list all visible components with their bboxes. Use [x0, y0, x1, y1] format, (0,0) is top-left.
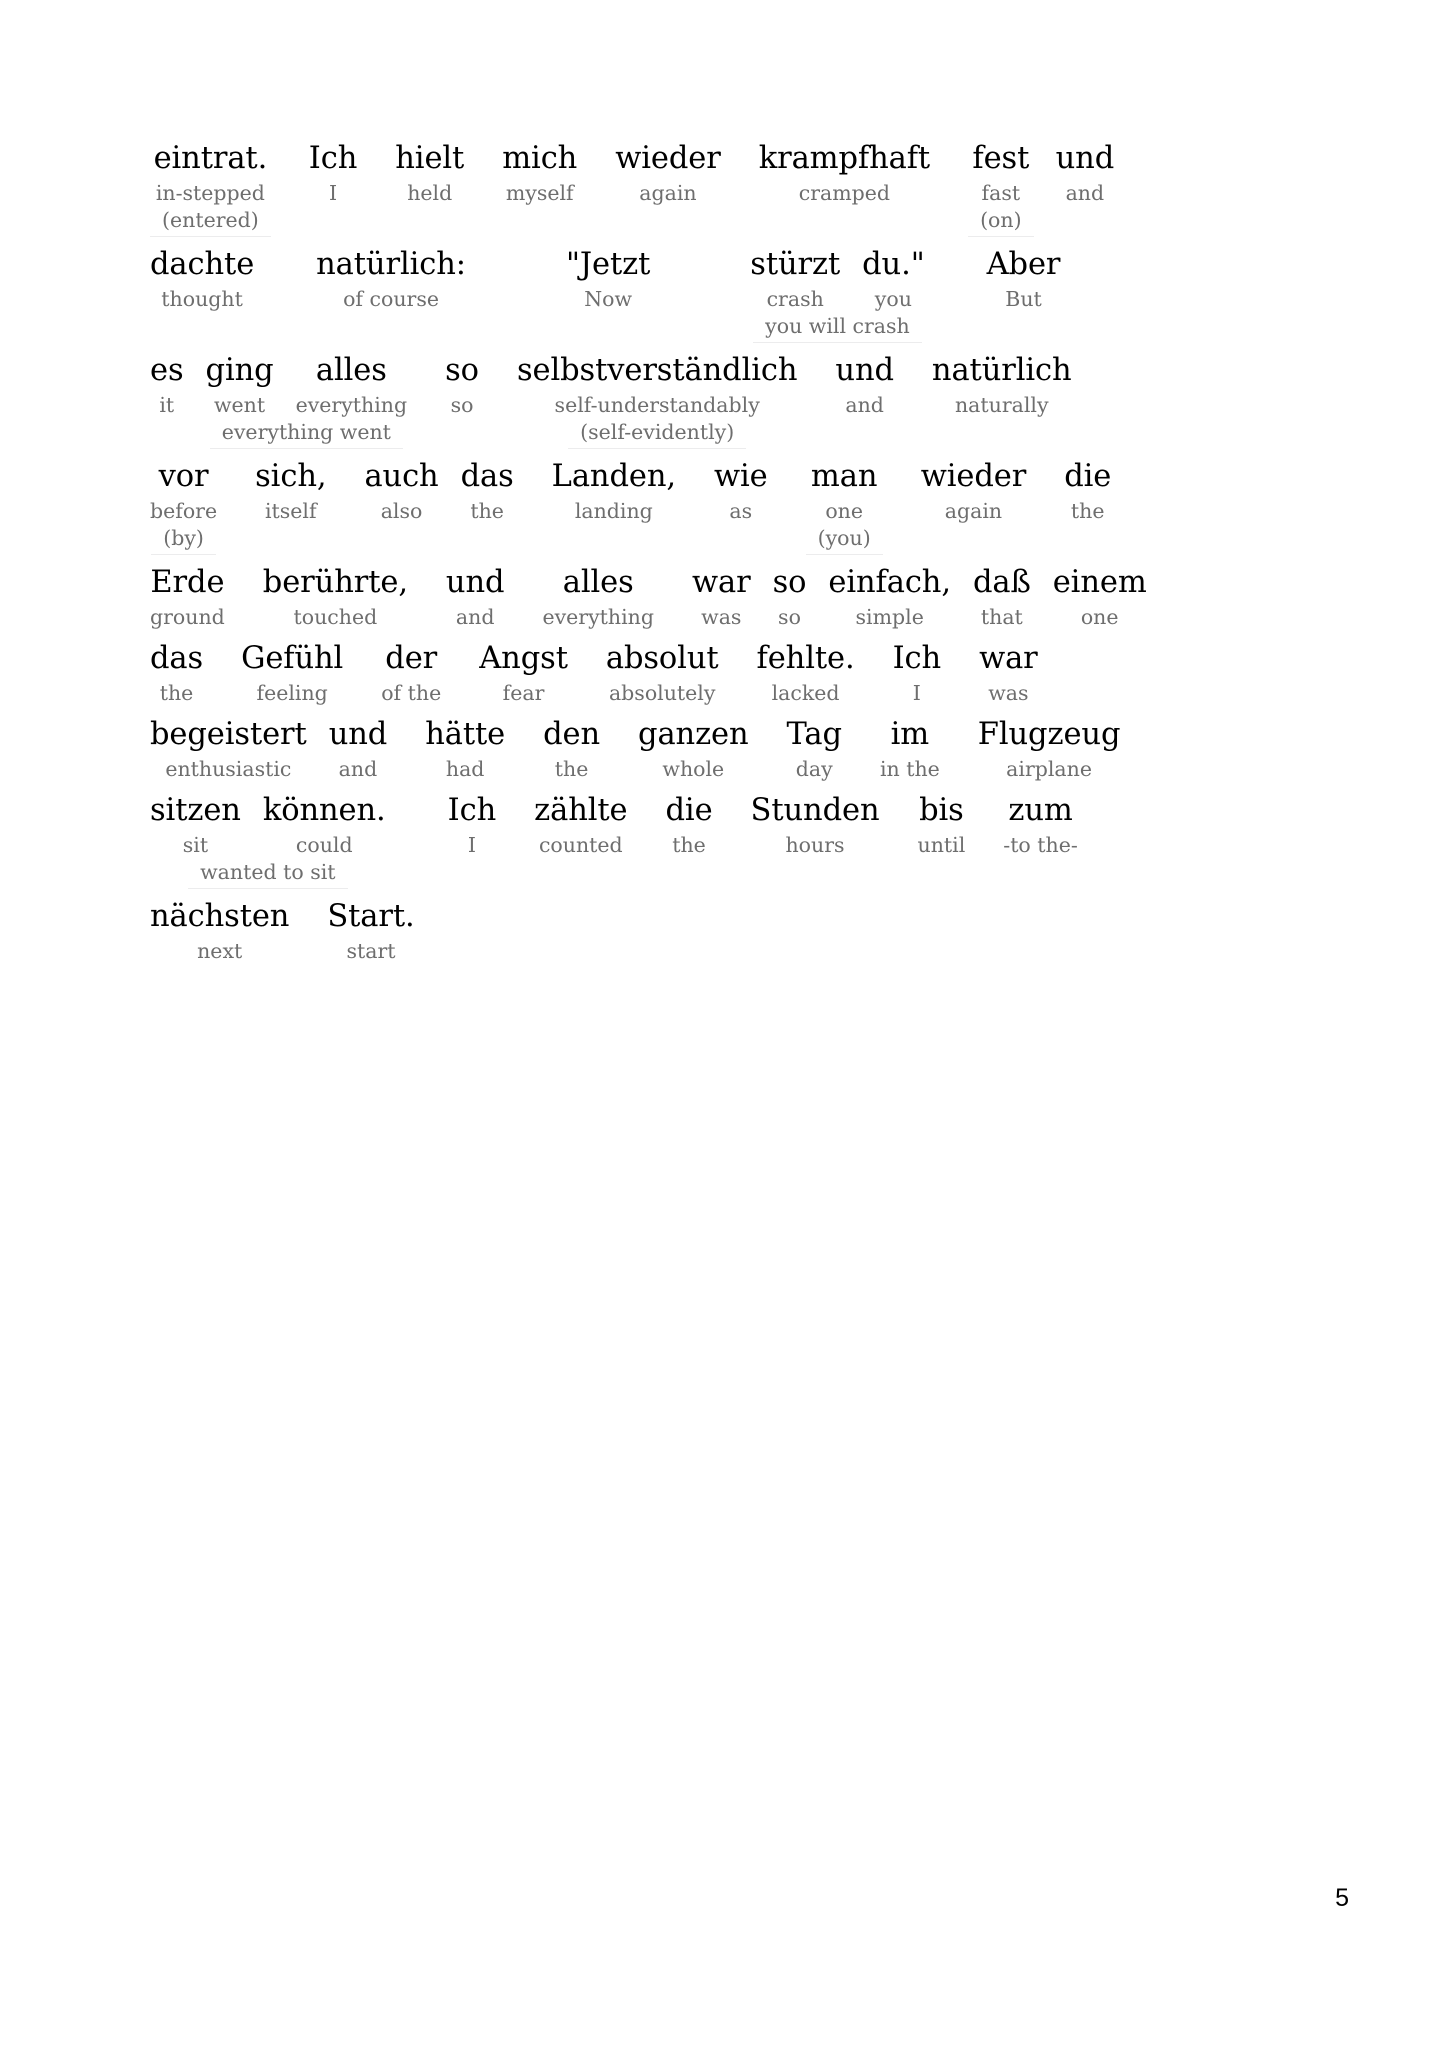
word-cell	[443, 352, 481, 419]
source-word: wie	[713, 459, 768, 494]
word-cell	[314, 246, 468, 313]
gloss-word: again	[944, 499, 1003, 523]
word-cell	[148, 352, 186, 419]
gloss-word: held	[407, 181, 453, 205]
word-cell	[826, 564, 953, 631]
gloss-word: so	[450, 393, 474, 417]
word-cell	[148, 458, 219, 555]
word-cell	[379, 640, 443, 707]
source-word: bis	[919, 793, 964, 828]
source-word: das	[150, 641, 204, 676]
word-cell	[477, 640, 570, 707]
gloss-word: fast	[981, 181, 1021, 205]
gloss-word: and	[1065, 181, 1105, 205]
word-cell	[771, 564, 809, 631]
gloss-word: in-stepped	[155, 181, 265, 205]
word-cell	[532, 792, 629, 859]
gloss-word: lacked	[771, 681, 840, 705]
alternate-gloss: (on)	[968, 206, 1034, 237]
gloss-word: one	[1080, 605, 1119, 629]
gloss-word: airplane	[1006, 757, 1092, 781]
source-word: ganzen	[638, 717, 749, 752]
source-word: "Jetzt	[565, 247, 651, 282]
source-word: daß	[972, 565, 1031, 600]
source-word: können.	[262, 793, 386, 828]
gloss-word: was	[988, 681, 1029, 705]
gloss-word: day	[795, 757, 833, 781]
word-cell	[977, 640, 1040, 707]
gloss-word: the	[1070, 499, 1105, 523]
source-word: absolut	[605, 641, 719, 676]
alternate-gloss: (by)	[151, 524, 216, 555]
gloss-word: of course	[343, 287, 440, 311]
source-word: im	[890, 717, 930, 752]
gloss-word: the	[554, 757, 589, 781]
gloss-word: it	[159, 393, 175, 417]
word-cell	[1001, 792, 1080, 859]
word-group	[148, 792, 388, 889]
group-gloss: everything went	[210, 418, 403, 449]
word-cell	[564, 246, 652, 313]
gloss-word: and	[338, 757, 378, 781]
word-cell	[690, 564, 753, 631]
gloss-word: naturally	[954, 393, 1049, 417]
gloss-word: went	[213, 393, 266, 417]
interlinear-line	[148, 458, 1296, 555]
word-cell	[919, 458, 1028, 525]
gloss-word: you	[874, 287, 912, 311]
word-cell	[148, 792, 243, 859]
gloss-word: next	[197, 939, 243, 963]
source-word: man	[810, 459, 878, 494]
gloss-word: so	[778, 605, 801, 629]
word-cell	[748, 246, 842, 313]
alternate-gloss: (entered)	[150, 206, 271, 237]
word-cell	[204, 352, 276, 419]
gloss-word: I	[912, 681, 921, 705]
word-cell	[712, 458, 770, 525]
word-cell	[239, 640, 345, 707]
gloss-word: until	[917, 833, 966, 857]
source-word: fehlte.	[756, 641, 855, 676]
source-word: du."	[862, 247, 925, 282]
gloss-word: feeling	[256, 681, 328, 705]
gloss-word: I	[328, 181, 338, 205]
source-word: Gefühl	[241, 641, 344, 676]
word-cell	[971, 564, 1033, 631]
word-cell	[325, 898, 416, 965]
word-cell	[261, 564, 410, 631]
source-word: hätte	[425, 717, 506, 752]
gloss-word: in the	[879, 757, 940, 781]
gloss-word: myself	[505, 181, 574, 205]
word-group-words	[148, 792, 388, 859]
source-word: selbstverständlich	[516, 353, 798, 388]
word-cell	[1062, 458, 1113, 525]
word-cell	[540, 564, 656, 631]
word-cell	[148, 140, 273, 237]
source-word: begeistert	[150, 717, 307, 752]
group-gloss: wanted to sit	[188, 858, 347, 889]
word-cell	[459, 458, 516, 525]
word-group-words	[204, 352, 410, 419]
word-cell	[393, 140, 466, 207]
source-word: alles	[315, 353, 387, 388]
source-word: wieder	[615, 141, 721, 176]
word-cell	[878, 716, 942, 783]
source-word: zählte	[534, 793, 628, 828]
word-cell	[664, 792, 715, 859]
group-gloss: you will crash	[753, 312, 922, 343]
source-word: so	[445, 353, 479, 388]
gloss-word: simple	[855, 605, 924, 629]
word-cell	[930, 352, 1074, 419]
word-cell	[148, 564, 227, 631]
source-word: der	[385, 641, 438, 676]
gloss-word: was	[701, 605, 742, 629]
gloss-word: crash	[766, 287, 824, 311]
interlinear-line	[148, 716, 1296, 783]
word-cell	[966, 140, 1036, 237]
source-word: vor	[158, 459, 209, 494]
source-word: nächsten	[150, 899, 290, 934]
word-cell	[550, 458, 678, 525]
source-word: Landen,	[551, 459, 676, 494]
gloss-word: the	[470, 499, 504, 523]
gloss-word: everything	[542, 605, 654, 629]
gloss-word: cramped	[798, 181, 891, 205]
page-number: 5	[1335, 1884, 1349, 1912]
gloss-word: the	[672, 833, 706, 857]
word-cell	[976, 716, 1123, 783]
gloss-word: of the	[381, 681, 442, 705]
word-cell	[327, 716, 390, 783]
source-word: war	[692, 565, 751, 600]
source-word: mich	[502, 141, 578, 176]
alternate-gloss: (you)	[806, 524, 883, 555]
source-word: und	[1055, 141, 1115, 176]
word-cell	[362, 458, 440, 525]
source-word: die	[1064, 459, 1112, 494]
gloss-word: -to the-	[1003, 833, 1078, 857]
source-word: einem	[1052, 565, 1147, 600]
interlinear-line	[148, 640, 1296, 707]
word-cell	[985, 246, 1063, 313]
source-word: Erde	[150, 565, 225, 600]
word-group	[748, 246, 926, 343]
word-cell	[148, 716, 309, 783]
gloss-word: before	[150, 499, 218, 523]
source-word: sich,	[255, 459, 327, 494]
source-word: Angst	[479, 641, 568, 676]
gloss-word: counted	[538, 833, 623, 857]
word-cell	[860, 246, 927, 313]
word-cell	[804, 458, 885, 555]
interlinear-line	[148, 246, 1296, 343]
source-word: natürlich:	[316, 247, 466, 282]
interlinear-line	[148, 352, 1296, 449]
source-word: war	[979, 641, 1038, 676]
word-cell	[148, 898, 291, 965]
source-word: und	[445, 565, 505, 600]
word-cell	[541, 716, 602, 783]
word-cell	[833, 352, 896, 419]
source-word: Stunden	[750, 793, 880, 828]
gloss-word: self-understandably	[554, 393, 760, 417]
gloss-word: enthusiastic	[165, 757, 292, 781]
source-word: und	[328, 717, 388, 752]
source-word: Ich	[308, 141, 358, 176]
source-word: sitzen	[150, 793, 241, 828]
interlinear-line	[148, 898, 1296, 965]
word-cell	[500, 140, 579, 207]
source-word: fest	[972, 141, 1030, 176]
gloss-word: also	[380, 499, 423, 523]
source-word: die	[665, 793, 713, 828]
word-cell	[757, 140, 932, 207]
source-word: alles	[562, 565, 634, 600]
gloss-word: the	[159, 681, 194, 705]
source-word: Tag	[786, 717, 842, 752]
source-word: wieder	[920, 459, 1027, 494]
word-cell	[636, 716, 751, 783]
word-cell	[604, 640, 721, 707]
word-cell	[148, 246, 256, 313]
word-cell	[148, 640, 205, 707]
source-word: so	[772, 565, 807, 600]
source-word: Ich	[447, 793, 497, 828]
source-word: natürlich	[931, 353, 1072, 388]
gloss-word: again	[639, 181, 697, 205]
word-cell	[423, 716, 507, 783]
word-cell	[294, 352, 410, 419]
gloss-word: hours	[785, 833, 845, 857]
word-group	[204, 352, 410, 449]
gloss-word: everything	[295, 393, 408, 417]
word-cell	[1051, 564, 1149, 631]
word-cell	[785, 716, 844, 783]
gloss-word: ground	[150, 605, 225, 629]
word-cell	[307, 140, 359, 207]
source-word: hielt	[395, 141, 465, 176]
source-word: eintrat.	[153, 141, 268, 176]
word-cell	[891, 640, 943, 707]
word-cell	[916, 792, 968, 859]
word-cell	[261, 792, 388, 859]
gloss-word: and	[845, 393, 884, 417]
source-word: Flugzeug	[977, 717, 1121, 752]
gloss-word: and	[455, 605, 495, 629]
gloss-word: touched	[293, 605, 378, 629]
word-cell	[444, 564, 507, 631]
gloss-word: landing	[574, 499, 653, 523]
interlinear-line	[148, 140, 1296, 237]
source-word: Aber	[986, 247, 1061, 282]
alternate-gloss: (self-evidently)	[568, 418, 746, 449]
source-word: zum	[1008, 793, 1073, 828]
word-cell	[1054, 140, 1117, 207]
gloss-word: But	[1005, 287, 1042, 311]
gloss-word: Now	[584, 287, 633, 311]
gloss-word: whole	[662, 757, 725, 781]
source-word: Ich	[892, 641, 942, 676]
source-word: stürzt	[750, 247, 841, 282]
source-word: ging	[205, 353, 274, 388]
source-word: das	[460, 459, 514, 494]
source-word: dachte	[150, 247, 255, 282]
source-word: auch	[364, 459, 439, 494]
gloss-word: thought	[161, 287, 243, 311]
word-group-words	[748, 246, 926, 313]
gloss-word: one	[825, 499, 863, 523]
gloss-word: as	[729, 499, 753, 523]
gloss-word: absolutely	[608, 681, 716, 705]
word-cell	[755, 640, 857, 707]
interlinear-text-body	[148, 140, 1296, 974]
gloss-word: had	[445, 757, 485, 781]
source-word: krampfhaft	[758, 141, 931, 176]
gloss-word: could	[295, 833, 353, 857]
word-cell	[749, 792, 882, 859]
gloss-word: fear	[502, 681, 545, 705]
interlinear-line	[148, 792, 1296, 889]
source-word: den	[543, 717, 601, 752]
gloss-word: I	[467, 833, 476, 857]
gloss-word: start	[346, 939, 396, 963]
source-word: einfach,	[828, 565, 951, 600]
gloss-word: that	[980, 605, 1023, 629]
source-word: berührte,	[262, 565, 408, 600]
source-word: Start.	[327, 899, 415, 934]
word-cell	[253, 458, 328, 525]
interlinear-line	[148, 564, 1296, 631]
word-cell	[446, 792, 498, 859]
word-cell	[613, 140, 722, 207]
source-word: und	[835, 353, 894, 388]
gloss-word: itself	[264, 499, 317, 523]
source-word: es	[150, 353, 184, 388]
word-cell	[515, 352, 799, 449]
gloss-word: sit	[182, 833, 209, 857]
